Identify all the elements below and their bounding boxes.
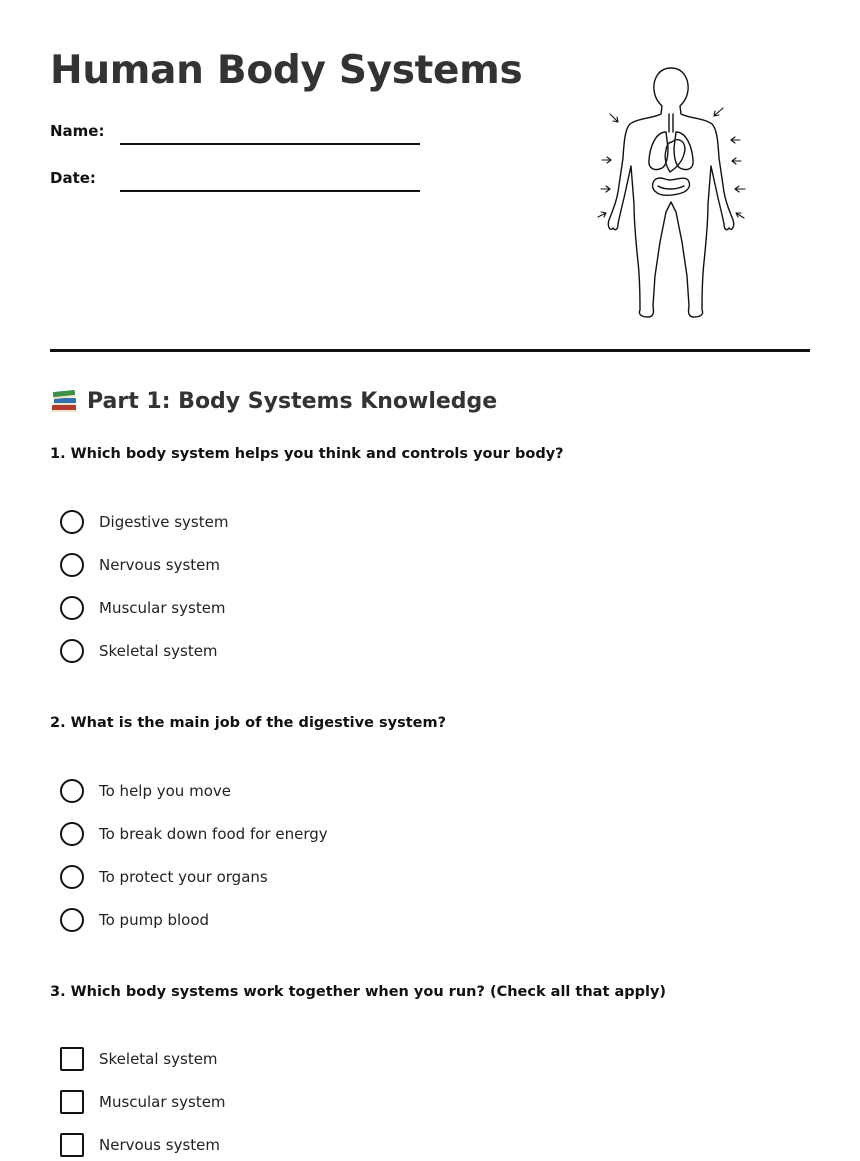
question-3: 3. Which body systems work together when you run? (Check all that apply) [50, 984, 667, 1000]
part1-heading [50, 388, 497, 414]
q1-option-4[interactable] [60, 638, 218, 664]
option-label: Muscular system [99, 1093, 226, 1111]
q2-option-4[interactable] [60, 907, 209, 933]
q1-option-3[interactable] [60, 595, 226, 621]
option-label: Digestive system [99, 513, 229, 531]
q2-option-1[interactable] [60, 778, 231, 804]
checkbox[interactable] [60, 1133, 84, 1157]
option-label: To break down food for energy [99, 825, 328, 843]
radio-button[interactable] [60, 822, 84, 846]
q3-option-3[interactable] [60, 1132, 220, 1158]
q2-option-3[interactable] [60, 864, 268, 890]
name-field-line[interactable] [120, 143, 420, 145]
q1-option-1[interactable] [60, 509, 228, 535]
worksheet-title: Human Body Systems [50, 48, 523, 93]
radio-button[interactable] [60, 510, 84, 534]
option-label: Skeletal system [99, 1050, 218, 1068]
option-label: To protect your organs [99, 868, 268, 886]
radio-button[interactable] [60, 779, 84, 803]
option-label: To help you move [99, 782, 231, 800]
q3-option-2[interactable] [60, 1089, 226, 1115]
option-label: Nervous system [99, 556, 220, 574]
date-field-line[interactable] [120, 190, 420, 192]
books-icon [50, 388, 78, 414]
option-label: Nervous system [99, 1136, 220, 1154]
radio-button[interactable] [60, 639, 84, 663]
radio-button[interactable] [60, 596, 84, 620]
date-label: Date: [50, 169, 96, 187]
question-1: 1. Which body system helps you think and controls your body? [50, 446, 564, 462]
q3-option-1[interactable] [60, 1046, 218, 1072]
radio-button[interactable] [60, 553, 84, 577]
human-body-icon [588, 62, 754, 322]
name-label: Name: [50, 122, 105, 140]
option-label: To pump blood [99, 911, 210, 929]
option-label: Muscular system [99, 599, 226, 617]
question-2: 2. What is the main job of the digestive system? [50, 715, 446, 731]
radio-button[interactable] [60, 908, 84, 932]
section-divider [50, 349, 810, 352]
q1-option-2[interactable] [60, 552, 220, 578]
option-label: Skeletal system [99, 642, 218, 660]
q2-option-2[interactable] [60, 821, 328, 847]
checkbox[interactable] [60, 1090, 84, 1114]
radio-button[interactable] [60, 865, 84, 889]
part1-title: Part 1: Body Systems Knowledge [87, 388, 498, 414]
checkbox[interactable] [60, 1047, 84, 1071]
